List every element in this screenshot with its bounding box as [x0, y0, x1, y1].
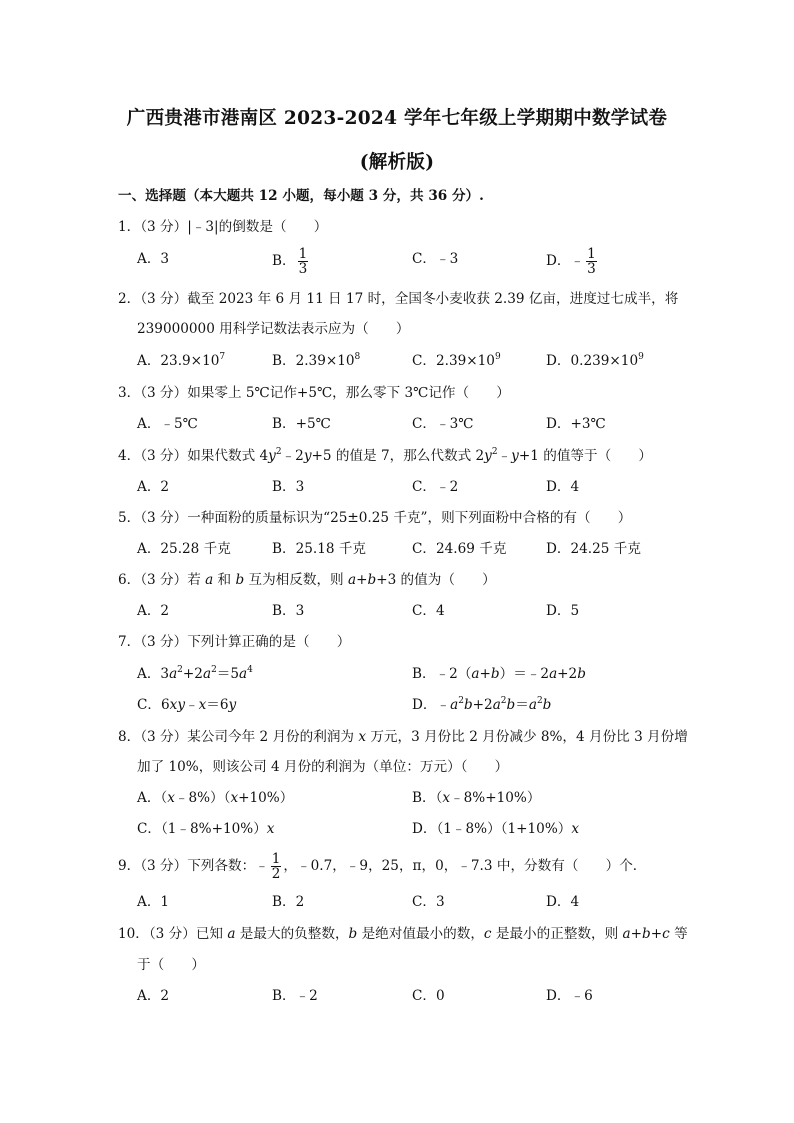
q4-option-d: D．4 [546, 479, 580, 495]
q7-option-b: B．﹣2（a+b）＝﹣2a+2b [412, 666, 586, 682]
q8-option-b: B．（x﹣8%+10%） [412, 790, 541, 806]
q8-option-d: D．（1﹣8%）（1+10%）x [412, 821, 580, 837]
q2-option-b: B．$2.39\times 10^8$ [272, 352, 361, 369]
question-1-stem: 1．（3 分）|﹣3|的倒数是（ ） [118, 219, 328, 235]
q10-option-a: A．2 [137, 988, 170, 1004]
q9-option-c: C．3 [412, 894, 445, 910]
q1-option-a: A．3 [137, 251, 170, 267]
document-title: 广西贵港市港南区 2023-2024 学年七年级上学期期中数学试卷 [126, 108, 668, 129]
q3-option-d: D．+3℃ [546, 416, 606, 432]
section-heading: 一、选择题（本大题共 12 小题，每小题 3 分，共 36 分）. [118, 188, 484, 204]
q3-option-b: B．+5℃ [272, 416, 331, 432]
question-3-options [0, 414, 794, 436]
question-5-stem: 5．（3 分）一种面粉的质量标识为“25±0.25 千克”，则下列面粉中合格的有（ ） [118, 510, 632, 526]
q5-option-d: D．24.25 千克 [546, 541, 641, 557]
q9-option-a: A．1 [137, 894, 170, 910]
q2-option-c: C．$2.39\times 10^9$ [412, 352, 501, 369]
document-subtitle: (解析版) [359, 152, 435, 173]
question-6-stem: 6．（3 分）若 a 和 b 互为相反数，则 a+b+3 的值为（ ） [118, 572, 496, 588]
q5-option-b: B．25.18 千克 [272, 541, 367, 557]
q8-option-a: A．（x﹣8%）（x+10%） [137, 790, 294, 806]
question-8-stem: 8．（3 分）某公司今年 2 月份的利润为 x 万元，3 月份比 2 月份减少 8%，4 月份比 3 月份增 [118, 729, 688, 745]
q7-option-a: A．$3a^2+2a^2=5a^4$ [137, 665, 253, 682]
q2-option-a: A．$23.9\times 10^7$ [137, 352, 226, 369]
q7-option-d: D．$﹣a^2b+2a^2b=a^2b$ [412, 696, 552, 713]
q9-option-b: B．2 [272, 894, 305, 910]
question-7-options-row1 [0, 664, 794, 686]
q6-option-d: D．5 [546, 603, 580, 619]
question-8-options-row1 [0, 788, 794, 810]
question-3-stem: 3．（3 分）如果零上 5℃记作+5℃，那么零下 3℃记作（ ） [118, 385, 510, 401]
q1-option-d: D．﹣ $\frac{1}{3}$ [546, 246, 596, 277]
q10-option-c: C．0 [412, 988, 445, 1004]
question-4-options [0, 477, 794, 499]
question-1-options [0, 246, 794, 277]
question-10-stem-line2: 于（ ） [137, 957, 205, 973]
q2-option-d: D．$0.239\times 10^9$ [546, 352, 644, 369]
question-7-stem: 7．（3 分）下列计算正确的是（ ） [118, 634, 351, 650]
question-4-stem: 4．（3 分）如果代数式 $4y^2﹣2y+5$ 的值是 7，那么代数式 $2y^2﹣y+1$ 的值等于（ ） [118, 447, 652, 464]
q5-option-a: A．25.28 千克 [137, 541, 231, 557]
q1-option-c: C．﹣3 [412, 251, 459, 267]
q7-option-c: C．6xy﹣x＝6y [137, 697, 237, 713]
question-9-stem: 9．（3 分）下列各数：﹣ $\frac{1}{2}$ ，﹣0.7，﹣9，25，π，0，﹣7.3 中，分数有（ ）个． [118, 851, 647, 882]
q3-option-c: C．﹣3℃ [412, 416, 474, 432]
question-10-stem: 10．（3 分）已知 a 是最大的负整数，b 是绝对值最小的数，c 是最小的正整数，则 a+b+c 等 [118, 926, 688, 942]
question-10-options [0, 986, 794, 1008]
question-2-stem-line2: 239000000 用科学记数法表示应为（ ） [137, 321, 410, 337]
q4-option-c: C．﹣2 [412, 479, 459, 495]
question-9-options [0, 892, 794, 914]
q4-option-a: A．2 [137, 479, 170, 495]
question-2-options [0, 351, 794, 373]
question-6-options [0, 601, 794, 623]
q6-option-c: C．4 [412, 603, 445, 619]
question-7-options-row2 [0, 695, 794, 717]
q4-option-b: B．3 [272, 479, 305, 495]
q3-option-a: A．﹣5℃ [137, 416, 198, 432]
question-2-stem: 2．（3 分）截至 2023 年 6 月 11 日 17 时，全国冬小麦收获 2.39 亿亩，进度过七成半，将 [118, 291, 679, 307]
q9-option-d: D．4 [546, 894, 580, 910]
q1-option-b: B． $\frac{1}{3}$ [272, 246, 308, 277]
q5-option-c: C．24.69 千克 [412, 541, 507, 557]
q6-option-a: A．2 [137, 603, 170, 619]
q8-option-c: C．（1﹣8%+10%）x [137, 821, 275, 837]
q6-option-b: B．3 [272, 603, 305, 619]
question-5-options [0, 539, 794, 561]
q10-option-b: B．﹣2 [272, 988, 318, 1004]
question-8-options-row2 [0, 819, 794, 841]
q10-option-d: D．﹣6 [546, 988, 593, 1004]
question-8-stem-line2: 加了 10%，则该公司 4 月份的利润为（单位：万元）（ ） [137, 759, 509, 775]
